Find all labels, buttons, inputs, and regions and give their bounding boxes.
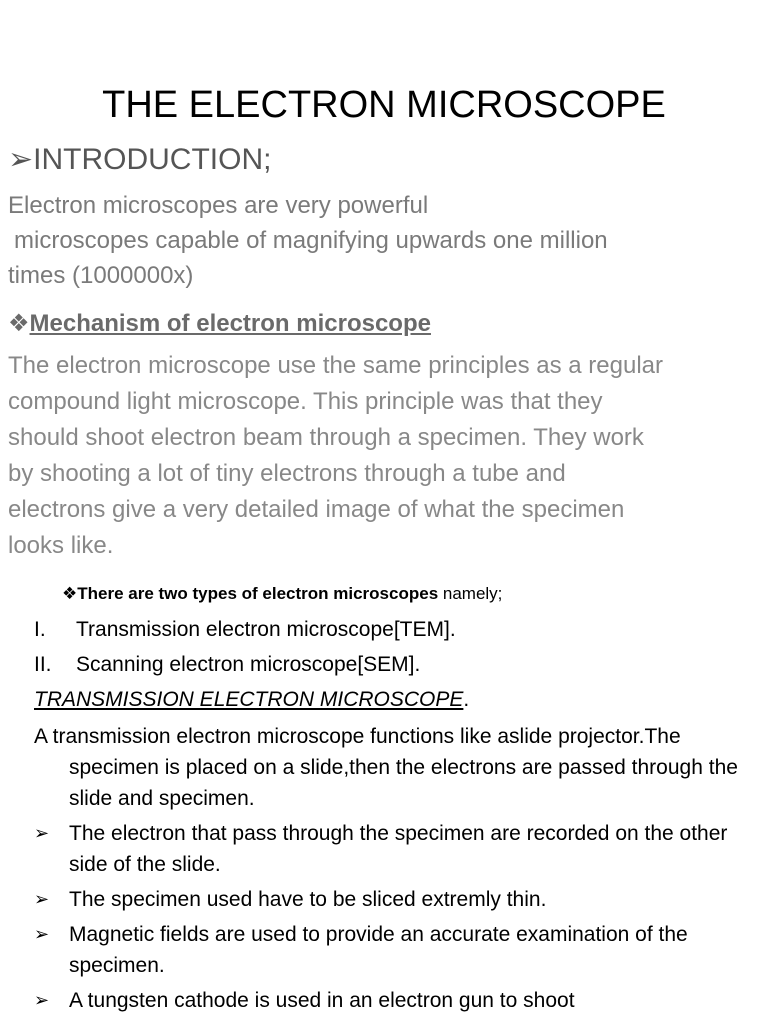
- mechanism-heading-text: Mechanism of electron microscope: [29, 310, 431, 337]
- list-item: [34, 919, 754, 981]
- list-item: [34, 985, 754, 1016]
- mechanism-heading: [8, 306, 431, 342]
- tem-heading: [34, 684, 754, 715]
- list-number: II.: [34, 653, 52, 676]
- list-number: I.: [34, 618, 46, 641]
- arrow-bullet-icon: ➢: [34, 924, 50, 944]
- list-item: [34, 818, 754, 880]
- list-item: [34, 884, 754, 915]
- types-bold-text: There are two types of electron microscopes: [77, 584, 439, 603]
- page-title: THE ELECTRON MICROSCOPE: [102, 84, 666, 126]
- arrow-bullet-icon: ➢: [34, 990, 50, 1010]
- diamond-bullet-icon: ❖: [8, 310, 30, 337]
- intro-line: Electron microscopes are very powerful: [8, 192, 429, 219]
- arrow-bullet-icon: ➢: [34, 823, 50, 843]
- arrow-bullet-icon: ➢: [8, 143, 34, 176]
- intro-heading-text: INTRODUCTION;: [33, 143, 272, 176]
- intro-line: microscopes capable of magnifying upwards one million: [14, 227, 608, 254]
- mechanism-line: The electron microscope use the same principles as a regular: [8, 352, 663, 379]
- mechanism-line: looks like.: [8, 532, 114, 559]
- tem-description: A transmission electron microscope functions like aslide projector.The specimen is placed on a slide,then the electrons are passed through the slide and specimen.: [34, 725, 738, 810]
- arrow-bullet-icon: ➢: [34, 889, 50, 909]
- bullet-text: Magnetic fields are used to provide an accurate examination of the specimen.: [69, 923, 688, 977]
- types-intro: [62, 582, 502, 606]
- content-list: [34, 614, 754, 1016]
- list-text: Transmission electron microscope[TEM].: [76, 618, 456, 641]
- mechanism-paragraph: [8, 348, 760, 564]
- mechanism-line: should shoot electron beam through a specimen. They work: [8, 424, 644, 451]
- types-rest-text: namely;: [438, 584, 503, 603]
- tem-heading-text: TRANSMISSION ELECTRON MICROSCOPE: [34, 688, 464, 711]
- bullet-text: A tungsten cathode is used in an electron gun to shoot: [69, 989, 575, 1012]
- list-item: [34, 614, 754, 645]
- list-item: [34, 649, 754, 680]
- tem-period: .: [463, 688, 470, 711]
- list-text: Scanning electron microscope[SEM].: [76, 653, 421, 676]
- diamond-bullet-icon: ❖: [62, 584, 78, 603]
- mechanism-line: by shooting a lot of tiny electrons through a tube and: [8, 460, 566, 487]
- intro-heading: [8, 140, 271, 180]
- intro-paragraph: [8, 188, 760, 293]
- mechanism-line: electrons give a very detailed image of what the specimen: [8, 496, 625, 523]
- bullet-text: The electron that pass through the specimen are recorded on the other side of the slide.: [69, 822, 728, 876]
- mechanism-line: compound light microscope. This principle was that they: [8, 388, 603, 415]
- bullet-text: The specimen used have to be sliced extremly thin.: [69, 888, 547, 911]
- intro-line: times (1000000x): [8, 262, 194, 289]
